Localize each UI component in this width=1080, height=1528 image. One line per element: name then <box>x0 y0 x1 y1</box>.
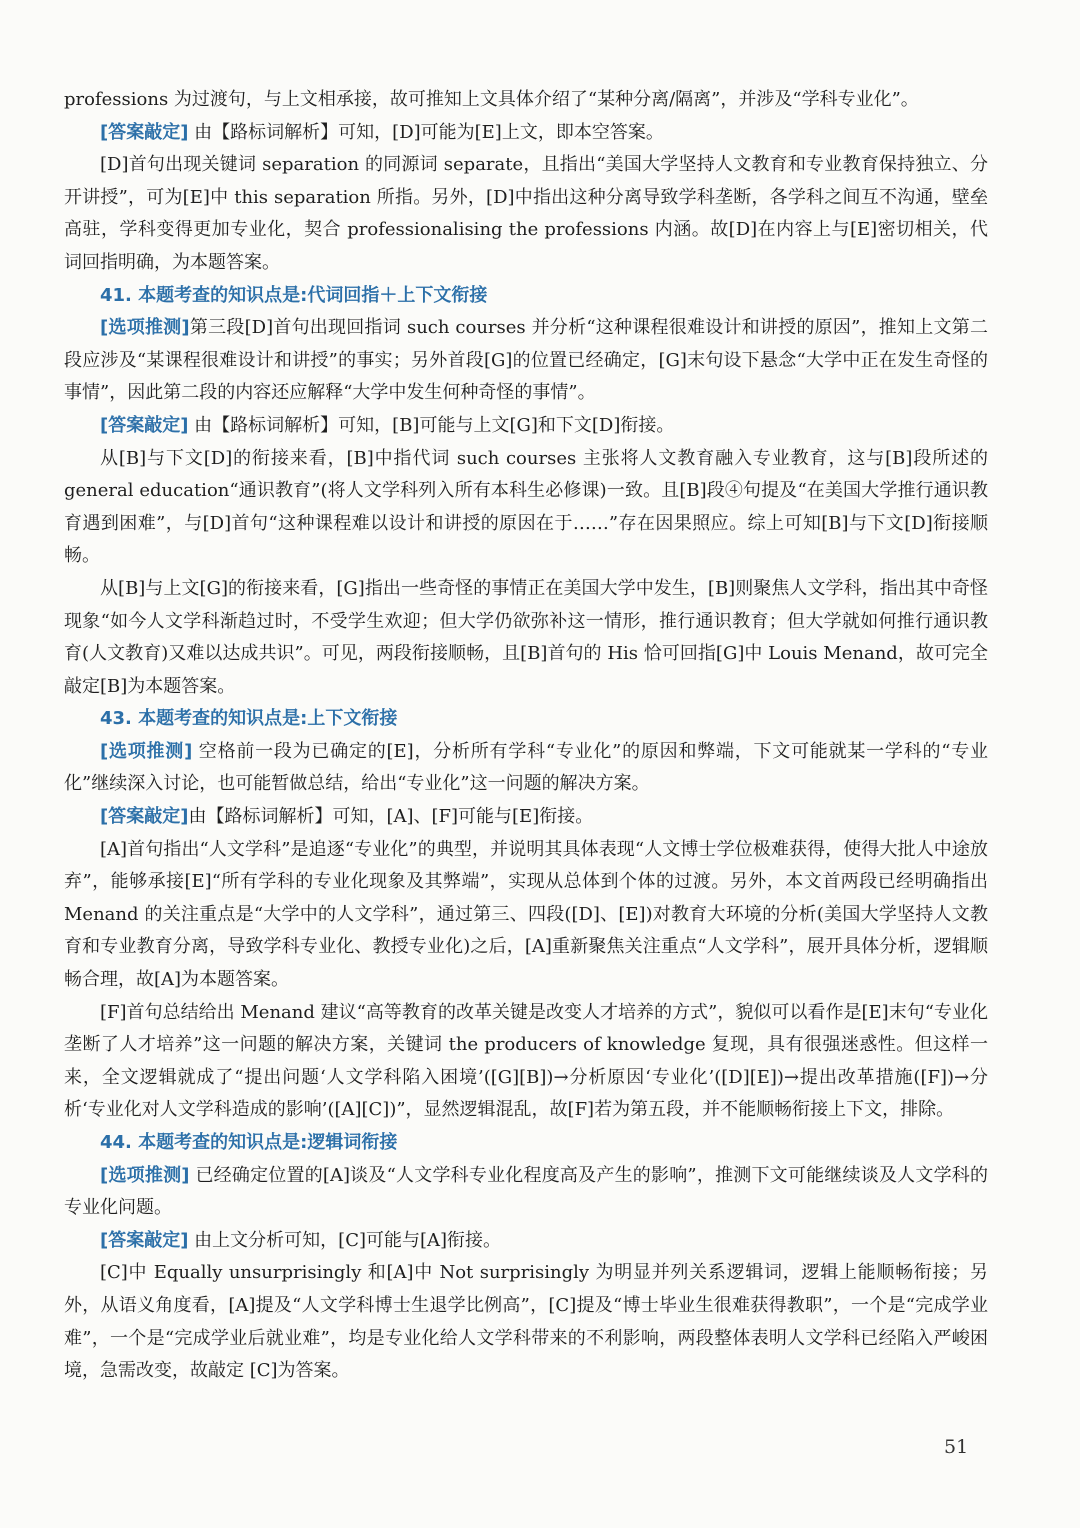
paragraph-text: 由【路标词解析】可知，[B]可能与上文[G]和下文[D]衔接。 <box>188 414 675 436</box>
labeled-paragraph <box>64 410 988 443</box>
paragraph-text: 由上文分析可知，[C]可能与[A]衔接。 <box>188 1229 502 1251</box>
section-heading: 43. 本题考查的知识点是:上下文衔接 <box>100 708 398 730</box>
labeled-paragraph <box>64 801 988 834</box>
body-paragraph: [F]首句总结给出 Menand 建议“高等教育的改革关键是改变人才培养的方式”，貌似可以看作是[E]末句“专业化垄断了人才培养”这一问题的解决方案，关键词 the producers of knowledge 复现，具有很强迷惑性。但这样一来，全文逻辑就成了“提出问题‘人文学科陷入困境’([G][B])→分析原因‘专业化’([D][E])→提出改革措施([F])→分析‘专业化对人文学科造成的影响’([A][C])”，显然逻辑混乱，故[F]若为第五段，并不能顺畅衔接上下文，排除。 <box>64 1001 988 1121</box>
page-content <box>64 84 988 1388</box>
body-paragraph: 从[B]与上文[G]的衔接来看，[G]指出一些奇怪的事情正在美国大学中发生，[B]则聚焦人文学科，指出其中奇怪现象“如今人文学科渐趋过时，不受学生欢迎；但大学仍欲弥补这一情形，推行通识教育；但大学就如何推行通识教育(人文教育)又难以达成共识”。可见，两段衔接顺畅，且[B]首句的 His 恰可回指[G]中 Louis Menand，故可完全敲定[B]为本题答案。 <box>64 577 988 697</box>
paragraph-text: 由【路标词解析】可知，[D]可能为[E]上文，即本空答案。 <box>188 121 664 143</box>
paragraph-label: [选项推测] <box>100 1164 190 1186</box>
body-paragraph: [A]首句指出“人文学科”是追逐“专业化”的典型，并说明其具体表现“人文博士学位极难获得，使得大批人中途放弃”，能够承接[E]“所有学科的专业化现象及其弊端”，实现从总体到个体的过渡。另外，本文首两段已经明确指出 Menand 的关注重点是“大学中的人文学科”，通过第三、四段([D]、[E])对教育大环境的分析(美国大学坚持人文教育和专业教育分离，导致学科专业化、教授专业化)之后，[A]重新聚焦关注重点“人文学科”，展开具体分析，逻辑顺畅合理，故[A]为本题答案。 <box>64 838 988 991</box>
labeled-paragraph <box>64 312 988 410</box>
body-paragraph: [D]首句出现关键词 separation 的同源词 separate，且指出“美国大学坚持人文教育和专业教育保持独立、分开讲授”，可为[E]中 this separation 所指。另外，[D]中指出这种分离导致学科垄断，各学科之间互不沟通，壁垒高驻，学科变得更加专业化，契合 professionalising the professions 内涵。故[D]在内容上与[E]密切相关，代词回指明确，为本题答案。 <box>64 154 988 273</box>
labeled-paragraph <box>64 117 988 150</box>
section-heading: 41. 本题考查的知识点是:代词回指＋上下文衔接 <box>100 284 488 306</box>
section-heading: 44. 本题考查的知识点是:逻辑词衔接 <box>100 1132 398 1153</box>
labeled-paragraph <box>64 1225 988 1258</box>
paragraph-text: 空格前一段为已确定的[E]，分析所有学科“专业化”的原因和弊端，下文可能就某一学科的“专业化”继续深入讨论，也可能暂做总结，给出“专业化”这一问题的解决方案。 <box>64 740 988 795</box>
paragraph-label: [答案敲定] <box>100 121 189 143</box>
paragraph-label: [答案敲定] <box>100 414 189 436</box>
paragraph-label: [答案敲定] <box>100 1229 189 1251</box>
labeled-paragraph <box>64 736 988 801</box>
body-paragraph: [C]中 Equally unsurprisingly 和[A]中 Not surprisingly 为明显并列关系逻辑词，逻辑上能顺畅衔接；另外，从语义角度看，[A]提及“人文学科博士生退学比例高”，[C]提及“博士毕业生很难获得教职”，一个是“完成学业难”，一个是“完成学业后就业难”，均是专业化给人文学科带来的不利影响，两段整体表明人文学科已经陷入严峻困境，急需改变，故敲定 [C]为答案。 <box>64 1262 988 1382</box>
paragraph-label: [答案敲定] <box>100 806 189 828</box>
paragraph-label: [选项推测] <box>100 740 193 762</box>
body-paragraph: 从[B]与下文[D]的衔接来看，[B]中指代词 such courses 主张将人文教育融入专业教育，这与[B]段所述的 general education“通识教育”(将人文学科列入所有本科生必修课)一致。且[B]段④句提及“在美国大学推行通识教育遇到困难”，与[D]首句“这种课程难以设计和讲授的原因在于……”存在因果照应。综上可知[B]与下文[D]衔接顺畅。 <box>64 447 988 567</box>
paragraph-text: 已经确定位置的[A]谈及“人文学科专业化程度高及产生的影响”，推测下文可能继续谈及人文学科的专业化问题。 <box>64 1164 988 1219</box>
paragraph-text: 第三段[D]首句出现回指词 such courses 并分析“这种课程很难设计和讲授的原因”，推知上文第二段应涉及“某课程很难设计和讲授”的事实；另外首段[G]的位置已经确定，[G]末句设下悬念“大学中正在发生奇怪的事情”，因此第二段的内容还应解释“大学中发生何种奇怪的事情”。 <box>64 317 989 404</box>
page-number: 51 <box>944 1436 969 1458</box>
paragraph-text: 由【路标词解析】可知，[A]、[F]可能与[E]衔接。 <box>188 806 594 828</box>
body-paragraph: professions 为过渡句，与上文相承接，故可推知上文具体介绍了“某种分离/隔离”，并涉及“学科专业化”。 <box>64 89 919 110</box>
labeled-paragraph <box>64 1160 988 1225</box>
paragraph-label: [选项推测] <box>100 317 190 339</box>
